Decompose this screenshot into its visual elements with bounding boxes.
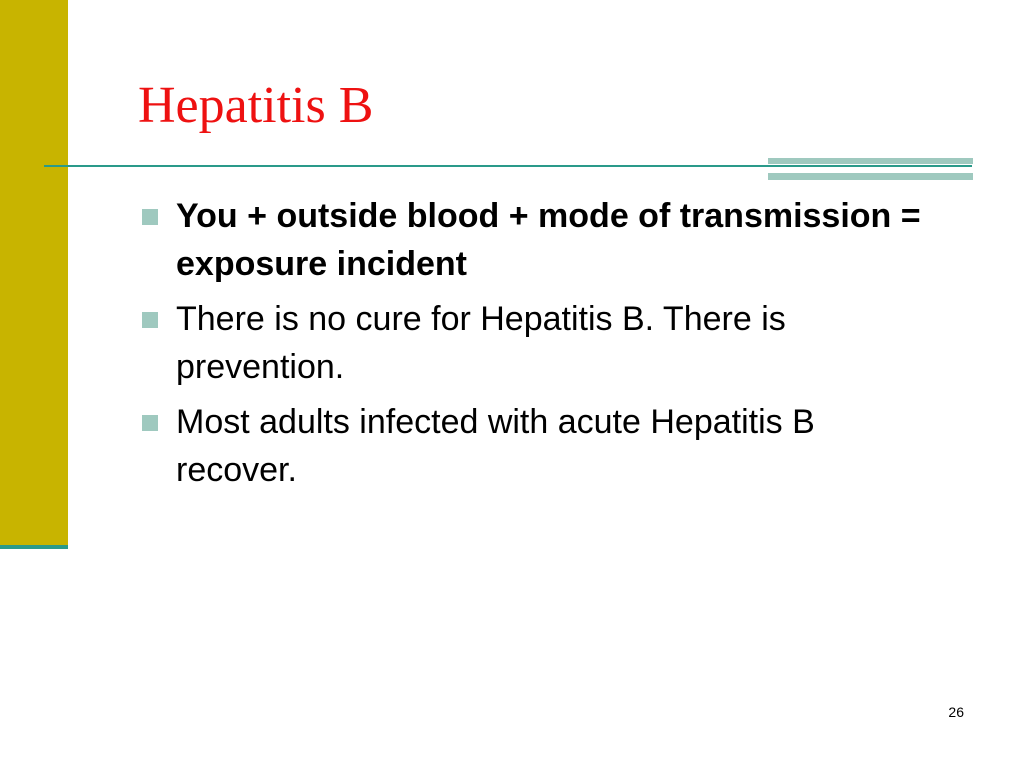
slide-number: 26 [948,704,964,720]
left-decorative-bar [0,0,68,545]
left-bar-underline [0,545,68,549]
title-divider-accent [768,158,973,180]
slide-title: Hepatitis B [138,77,374,134]
square-bullet-icon [142,415,158,431]
square-bullet-icon [142,209,158,225]
square-bullet-icon [142,312,158,328]
bullet-item [140,295,940,391]
bullet-text: There is no cure for Hepatitis B. There is prevention. [176,300,786,386]
bullet-item [140,192,940,288]
bullet-text: Most adults infected with acute Hepatitis B recover. [176,403,815,489]
bullet-text: You + outside blood + mode of transmission = exposure incident [176,197,921,283]
bullet-item [140,398,940,494]
bullet-list [140,192,940,501]
